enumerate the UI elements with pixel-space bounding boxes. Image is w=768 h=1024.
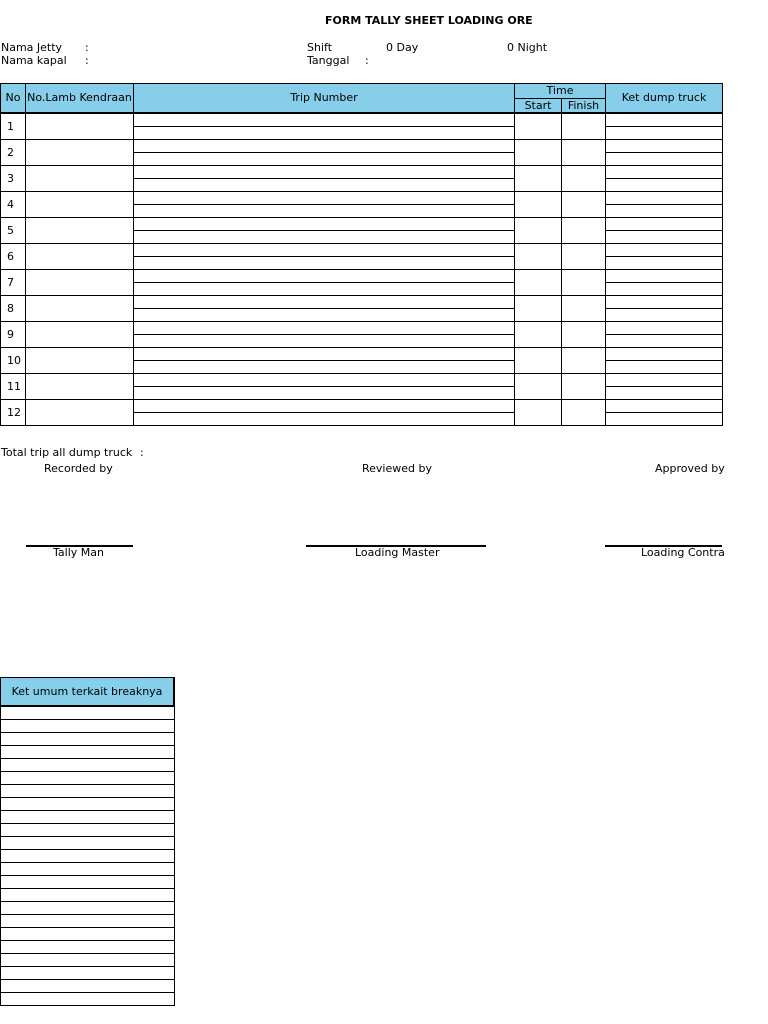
- table-row: [1, 348, 723, 361]
- start-cell[interactable]: [515, 322, 562, 348]
- notes-row: [1, 889, 175, 902]
- table-row: [1, 140, 723, 153]
- notes-row: [1, 850, 175, 863]
- finish-cell[interactable]: [562, 218, 606, 244]
- recorded-by: Recorded by: [44, 462, 113, 475]
- no-lamb-cell[interactable]: [26, 113, 134, 140]
- finish-cell[interactable]: [562, 192, 606, 218]
- row-number: 5: [1, 218, 26, 244]
- start-cell[interactable]: [515, 192, 562, 218]
- trip-number-cell[interactable]: [134, 348, 515, 361]
- total-trip-label: Total trip all dump truck: [1, 446, 133, 459]
- trip-number-cell[interactable]: [134, 127, 515, 140]
- row-number: 7: [1, 270, 26, 296]
- trip-number-cell[interactable]: [134, 205, 515, 218]
- total-trip-colon: :: [140, 446, 144, 459]
- header-trip-number: Trip Number: [134, 84, 515, 114]
- trip-number-cell[interactable]: [134, 283, 515, 296]
- notes-row: [1, 824, 175, 837]
- nama-kapal-colon: :: [85, 54, 89, 67]
- notes-row: [1, 993, 175, 1006]
- loading-master: Loading Master: [355, 546, 440, 559]
- row-number: 3: [1, 166, 26, 192]
- no-lamb-cell[interactable]: [26, 322, 134, 348]
- notes-row: [1, 706, 175, 720]
- no-lamb-cell[interactable]: [26, 296, 134, 322]
- ket-dump-cell[interactable]: [606, 283, 723, 296]
- table-row: [1, 192, 723, 205]
- no-lamb-cell[interactable]: [26, 374, 134, 400]
- no-lamb-cell[interactable]: [26, 270, 134, 296]
- trip-number-cell[interactable]: [134, 413, 515, 426]
- nama-kapal-label: Nama kapal: [1, 54, 67, 67]
- trip-number-cell[interactable]: [134, 244, 515, 257]
- start-cell[interactable]: [515, 244, 562, 270]
- trip-number-cell[interactable]: [134, 296, 515, 309]
- trip-number-cell[interactable]: [134, 113, 515, 127]
- notes-cell[interactable]: [1, 915, 175, 928]
- start-cell[interactable]: [515, 140, 562, 166]
- tally-man: Tally Man: [53, 546, 104, 559]
- notes-row: [1, 811, 175, 824]
- trip-number-cell[interactable]: [134, 322, 515, 335]
- notes-cell[interactable]: [1, 863, 175, 876]
- notes-cell[interactable]: [1, 824, 175, 837]
- notes-cell[interactable]: [1, 902, 175, 915]
- no-lamb-cell[interactable]: [26, 140, 134, 166]
- notes-cell[interactable]: [1, 980, 175, 993]
- trip-number-cell[interactable]: [134, 192, 515, 205]
- trip-number-cell[interactable]: [134, 374, 515, 387]
- trip-number-cell[interactable]: [134, 218, 515, 231]
- tanggal-colon: :: [365, 54, 369, 67]
- trip-number-cell[interactable]: [134, 309, 515, 322]
- notes-table: [0, 677, 175, 1006]
- ket-dump-cell[interactable]: [606, 413, 723, 426]
- ket-dump-cell[interactable]: [606, 127, 723, 140]
- start-cell[interactable]: [515, 113, 562, 140]
- row-number: 11: [1, 374, 26, 400]
- tanggal-label: Tanggal: [307, 54, 350, 67]
- notes-row: [1, 746, 175, 759]
- row-number: 2: [1, 140, 26, 166]
- no-lamb-cell[interactable]: [26, 218, 134, 244]
- table-row: [1, 374, 723, 387]
- row-number: 10: [1, 348, 26, 374]
- notes-cell[interactable]: [1, 798, 175, 811]
- ket-dump-cell[interactable]: [606, 153, 723, 166]
- notes-row: [1, 915, 175, 928]
- trip-number-cell[interactable]: [134, 387, 515, 400]
- notes-cell[interactable]: [1, 928, 175, 941]
- finish-cell[interactable]: [562, 374, 606, 400]
- ket-dump-cell[interactable]: [606, 140, 723, 153]
- start-cell[interactable]: [515, 270, 562, 296]
- shift-label: Shift: [307, 41, 333, 54]
- notes-row: [1, 902, 175, 915]
- start-cell[interactable]: [515, 348, 562, 374]
- trip-number-cell[interactable]: [134, 335, 515, 348]
- notes-row: [1, 876, 175, 889]
- row-number: 6: [1, 244, 26, 270]
- row-number: 9: [1, 322, 26, 348]
- row-number: 8: [1, 296, 26, 322]
- finish-cell[interactable]: [562, 322, 606, 348]
- notes-row: [1, 863, 175, 876]
- start-cell[interactable]: [515, 374, 562, 400]
- notes-cell[interactable]: [1, 889, 175, 902]
- row-number: 12: [1, 400, 26, 426]
- tally-table: [0, 83, 723, 426]
- notes-cell[interactable]: [1, 720, 175, 733]
- trip-number-cell[interactable]: [134, 361, 515, 374]
- ket-dump-cell[interactable]: [606, 322, 723, 335]
- nama-jetty-label: Nama Jetty: [1, 41, 63, 54]
- notes-row: [1, 967, 175, 980]
- shift-night: 0 Night: [507, 41, 548, 54]
- trip-number-cell[interactable]: [134, 166, 515, 179]
- trip-number-cell[interactable]: [134, 140, 515, 153]
- header-start: Start: [515, 99, 562, 114]
- notes-row: [1, 772, 175, 785]
- notes-cell[interactable]: [1, 759, 175, 772]
- tally-body: [1, 113, 723, 426]
- notes-row: [1, 954, 175, 967]
- table-row: [1, 296, 723, 309]
- shift-day: 0 Day: [386, 41, 419, 54]
- ket-dump-cell[interactable]: [606, 166, 723, 179]
- no-lamb-cell[interactable]: [26, 192, 134, 218]
- notes-cell[interactable]: [1, 954, 175, 967]
- no-lamb-cell[interactable]: [26, 166, 134, 192]
- table-row: [1, 400, 723, 413]
- notes-cell[interactable]: [1, 941, 175, 954]
- notes-cell[interactable]: [1, 706, 175, 720]
- notes-cell[interactable]: [1, 993, 175, 1006]
- finish-cell[interactable]: [562, 400, 606, 426]
- ket-dump-cell[interactable]: [606, 113, 723, 127]
- nama-jetty-colon: :: [85, 41, 89, 54]
- ket-dump-cell[interactable]: [606, 374, 723, 387]
- trip-number-cell[interactable]: [134, 231, 515, 244]
- trip-number-cell[interactable]: [134, 270, 515, 283]
- ket-dump-cell[interactable]: [606, 387, 723, 400]
- notes-row: [1, 798, 175, 811]
- table-row: [1, 270, 723, 283]
- no-lamb-cell[interactable]: [26, 400, 134, 426]
- notes-cell[interactable]: [1, 746, 175, 759]
- reviewed-by: Reviewed by: [362, 462, 432, 475]
- table-row: [1, 166, 723, 179]
- ket-dump-cell[interactable]: [606, 179, 723, 192]
- notes-row: [1, 759, 175, 772]
- finish-cell[interactable]: [562, 166, 606, 192]
- ket-dump-cell[interactable]: [606, 335, 723, 348]
- loading-contra: Loading Contra: [641, 546, 725, 559]
- notes-cell[interactable]: [1, 772, 175, 785]
- finish-cell[interactable]: [562, 140, 606, 166]
- notes-cell[interactable]: [1, 785, 175, 798]
- table-row: [1, 113, 723, 127]
- start-cell[interactable]: [515, 296, 562, 322]
- start-cell[interactable]: [515, 218, 562, 244]
- form-title: FORM TALLY SHEET LOADING ORE: [325, 14, 533, 27]
- notes-row: [1, 720, 175, 733]
- no-lamb-cell[interactable]: [26, 244, 134, 270]
- trip-number-cell[interactable]: [134, 400, 515, 413]
- ket-dump-cell[interactable]: [606, 244, 723, 257]
- header-no-lamb: No.Lamb Kendraan: [26, 84, 134, 114]
- ket-dump-cell[interactable]: [606, 361, 723, 374]
- ket-dump-cell[interactable]: [606, 192, 723, 205]
- trip-number-cell[interactable]: [134, 179, 515, 192]
- ket-dump-cell[interactable]: [606, 218, 723, 231]
- header-no: No: [1, 84, 26, 114]
- finish-cell[interactable]: [562, 270, 606, 296]
- notes-row: [1, 941, 175, 954]
- table-row: [1, 322, 723, 335]
- ket-dump-cell[interactable]: [606, 400, 723, 413]
- trip-number-cell[interactable]: [134, 153, 515, 166]
- ket-dump-cell[interactable]: [606, 296, 723, 309]
- ket-dump-cell[interactable]: [606, 270, 723, 283]
- notes-row: [1, 980, 175, 993]
- notes-row: [1, 733, 175, 746]
- notes-cell[interactable]: [1, 850, 175, 863]
- header-ket-dump: Ket dump truck: [606, 84, 723, 114]
- ket-dump-cell[interactable]: [606, 348, 723, 361]
- row-number: 4: [1, 192, 26, 218]
- finish-cell[interactable]: [562, 296, 606, 322]
- notes-row: [1, 928, 175, 941]
- finish-cell[interactable]: [562, 113, 606, 140]
- notes-row: [1, 837, 175, 850]
- start-cell[interactable]: [515, 400, 562, 426]
- finish-cell[interactable]: [562, 244, 606, 270]
- row-number: 1: [1, 113, 26, 140]
- notes-cell[interactable]: [1, 733, 175, 746]
- notes-cell[interactable]: [1, 837, 175, 850]
- notes-cell[interactable]: [1, 876, 175, 889]
- notes-row: [1, 785, 175, 798]
- notes-cell[interactable]: [1, 967, 175, 980]
- header-time: Time: [515, 84, 606, 99]
- notes-body: [1, 706, 175, 1006]
- approved-by: Approved by: [655, 462, 725, 475]
- finish-cell[interactable]: [562, 348, 606, 374]
- notes-header: Ket umum terkait breaknya: [1, 678, 175, 707]
- notes-cell[interactable]: [1, 811, 175, 824]
- start-cell[interactable]: [515, 166, 562, 192]
- trip-number-cell[interactable]: [134, 257, 515, 270]
- table-row: [1, 244, 723, 257]
- table-row: [1, 218, 723, 231]
- header-finish: Finish: [562, 99, 606, 114]
- ket-dump-cell[interactable]: [606, 231, 723, 244]
- ket-dump-cell[interactable]: [606, 309, 723, 322]
- no-lamb-cell[interactable]: [26, 348, 134, 374]
- ket-dump-cell[interactable]: [606, 257, 723, 270]
- ket-dump-cell[interactable]: [606, 205, 723, 218]
